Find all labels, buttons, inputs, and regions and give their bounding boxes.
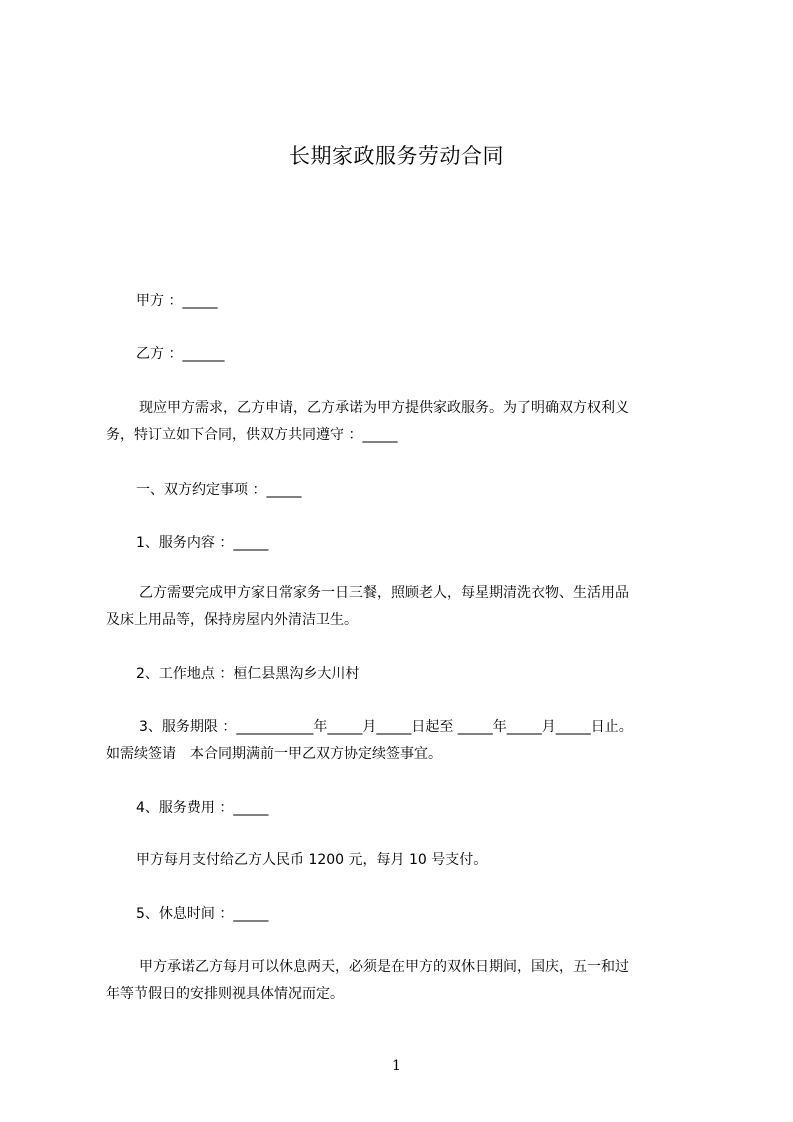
item-5-heading: 5、休息时间 ：_____ xyxy=(136,906,269,922)
item-4-heading: 4、服务费用 ：_____ xyxy=(136,800,269,816)
item-3-line-2: 如需续签请 本合同期满前一甲乙双方协定续签事宜。 xyxy=(106,746,442,762)
document-title: 长期家政服务劳动合同 xyxy=(289,144,504,168)
item-1-text-line-2: 及床上用品等，保持房屋内外清洁卫生。 xyxy=(106,612,358,628)
preamble-line-2: 务，特订立如下合同，供双方共同遵守 ：_____ xyxy=(106,427,398,443)
party-b-line: 乙方 ：______ xyxy=(136,346,225,362)
page-number: 1 xyxy=(392,1058,401,1074)
item-5-text-line-2: 年等节假日的安排则视具体情况而定。 xyxy=(106,986,344,1002)
party-a-line: 甲方 ：_____ xyxy=(136,293,218,309)
item-5-text-line-1: 甲方承诺乙方每月可以休息两天，必须是在甲方的双休日期间，国庆，五一和过 xyxy=(139,959,629,975)
item-2-heading: 2、工作地点 ：桓仁县黑沟乡大川村 xyxy=(136,666,360,682)
item-4-text: 甲方每月支付给乙方人民币 1200 元，每月 10 号支付。 xyxy=(136,852,488,868)
preamble-line-1: 现应甲方需求，乙方申请，乙方承诺为甲方提供家政服务。为了明确双方权利义 xyxy=(139,400,629,416)
section-1-heading: 一、双方约定事项 ：_____ xyxy=(136,482,302,498)
item-1-heading: 1、服务内容 ：_____ xyxy=(136,535,269,551)
item-1-text-line-1: 乙方需要完成甲方家日常家务一日三餐，照顾老人，每星期清洗衣物、生活用品 xyxy=(139,585,629,601)
item-3-line-1: 3、服务期限 ：___________年_____月_____日起至 _____年_____月_____日止。 xyxy=(139,719,633,735)
